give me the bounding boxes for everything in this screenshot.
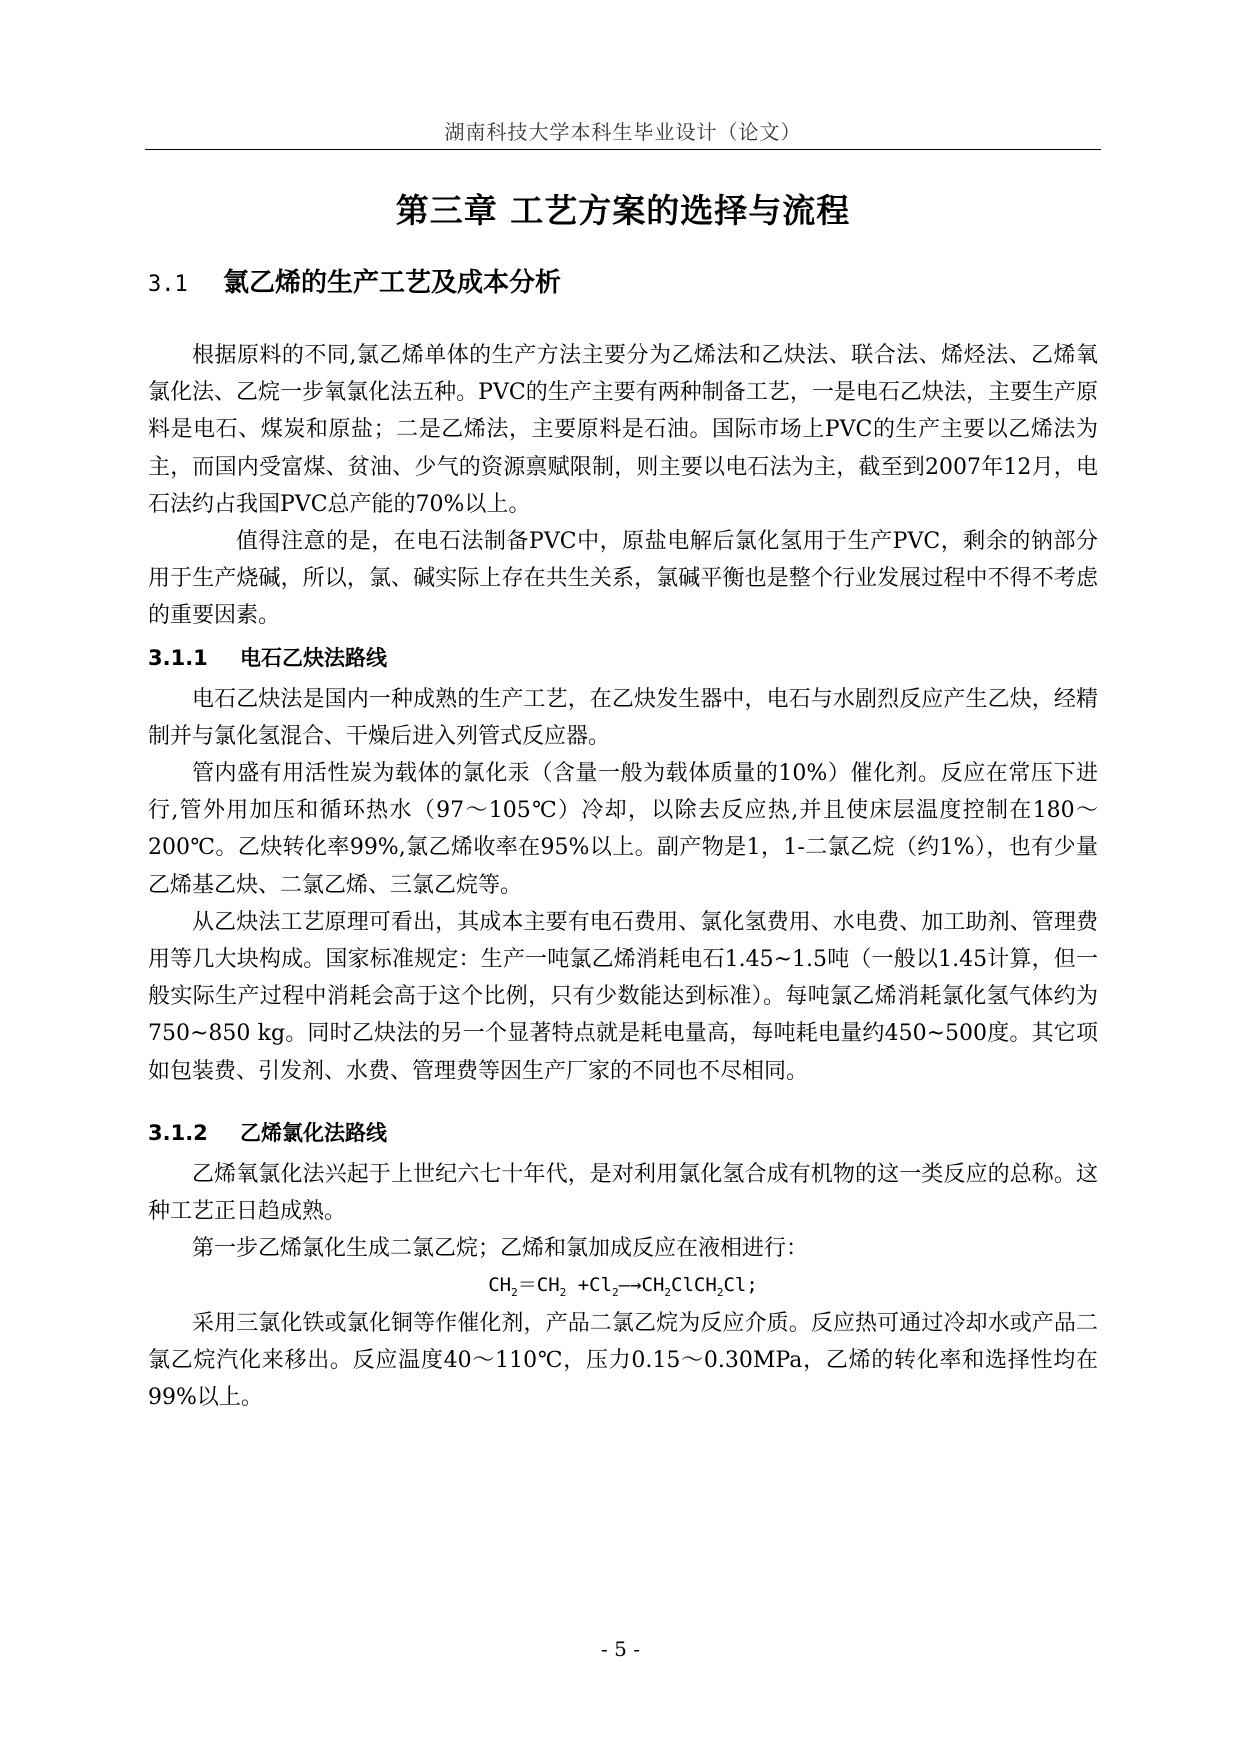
section-number: 3.1: [148, 272, 188, 297]
running-header: 湖南科技大学本科生毕业设计（论文）: [444, 120, 802, 144]
sub1-paragraph-2: 管内盛有用活性炭为载体的氯化汞（含量一般为载体质量的10%）催化剂。反应在常压下进行,管外用加压和循环热水（97～105℃）冷却，以除去反应热,并且使床层温度控制在180～200℃。乙炔转化率99%,氯乙烯收率在95%以上。副产物是1，1-二氯乙烷（约1%），也有少量乙烯基乙炔、二氯乙烯、三氯乙烷等。: [148, 761, 1098, 898]
subsection-title: 乙烯氯化法路线: [240, 1120, 387, 1145]
formula-part: +Cl: [566, 1274, 613, 1297]
formula-subscript: 2: [664, 1286, 672, 1300]
chapter-title: 第三章 工艺方案的选择与流程: [395, 191, 851, 230]
formula-subscript: 2: [511, 1286, 518, 1300]
sub2-paragraph-3: 采用三氯化铁或氯化铜等作催化剂，产品二氯乙烷为反应介质。反应热可通过冷却水或产品二氯乙烷汽化来移出。反应温度40～110℃，压力0.15～0.30MPa，乙烯的转化率和选择性均在99%以上。: [148, 1310, 1098, 1411]
formula-subscript: 2: [716, 1286, 724, 1300]
subsection-title: 电石乙炔法路线: [240, 645, 387, 670]
page-number: - 5 -: [601, 1637, 640, 1661]
header-rule: [145, 149, 1101, 150]
formula-subscript: 2: [559, 1286, 567, 1300]
subsection-number: 3.1.2: [148, 1120, 208, 1145]
sub2-paragraph-2: 第一步乙烯氯化生成二氯乙烷；乙烯和氯加成反应在液相进行：: [192, 1236, 809, 1262]
sub1-paragraph-1: 电石乙炔法是国内一种成熟的生产工艺，在乙炔发生器中，电石与水剧烈反应产生乙炔，经精制并与氯化氢混合、干燥后进入列管式反应器。: [148, 686, 1098, 749]
section-gap: [148, 1090, 1098, 1110]
formula-part: ClCH: [671, 1274, 717, 1297]
page-content: [148, 186, 1098, 1416]
subsection-heading-1: [148, 635, 1098, 681]
formula-part: ＝CH: [517, 1274, 560, 1297]
section-title: 氯乙烯的生产工艺及成本分析: [223, 268, 562, 298]
sub1-paragraph-3: 从乙炔法工艺原理可看出，其成本主要有电石费用、氯化氢费用、水电费、加工助剂、管理费用等几大块构成。国家标准规定：生产一吨氯乙烯消耗电石1.45~1.5吨（一般以1.45计算，但一般实际生产过程中消耗会高于这个比例，只有少数能达到标准）。每吨氯乙烯消耗氯化氢气体约为750~850 kg。同时乙炔法的另一个显著特点就是耗电量高，每吨耗电量约450~500度。其它项如包装费、引发剂、水费、管理费等因生产厂家的不同也不尽相同。: [148, 909, 1098, 1084]
formula-part: CH: [488, 1274, 512, 1297]
formula-part: Cl;: [723, 1274, 758, 1297]
formula-subscript: 2: [612, 1286, 619, 1300]
intro-paragraph-2: 值得注意的是，在电石法制备PVC中，原盐电解后氯化氢用于生产PVC，剩余的钠部分用于生产烧碱，所以，氯、碱实际上存在共生关系，氯碱平衡也是整个行业发展过程中不得不考虑的重要因素。: [148, 529, 1098, 629]
chemical-equation: [148, 1267, 1098, 1304]
sub2-paragraph-1: 乙烯氧氯化法兴起于上世纪六七十年代，是对利用氯化氢合成有机物的这一类反应的总称。这种工艺正日趋成熟。: [148, 1161, 1098, 1225]
intro-paragraph-1: 根据原料的不同,氯乙烯单体的生产方法主要分为乙烯法和乙炔法、联合法、烯烃法、乙烯氧氯化法、乙烷一步氧氯化法五种。PVC的生产主要有两种制备工艺，一是电石乙炔法，主要生产原料是电石、煤炭和原盐；二是乙烯法，主要原料是石油。国际市场上PVC的生产主要以乙烯法为主，而国内受富煤、贫油、少气的资源禀赋限制，则主要以电石法为主，截至到2007年12月，电石法约占我国PVC总产能的70%以上。: [148, 343, 1098, 517]
section-heading: [148, 261, 1098, 305]
formula-part: —→CH: [618, 1274, 665, 1297]
subsection-number: 3.1.1: [148, 645, 208, 670]
subsection-heading-2: [148, 1110, 1098, 1156]
